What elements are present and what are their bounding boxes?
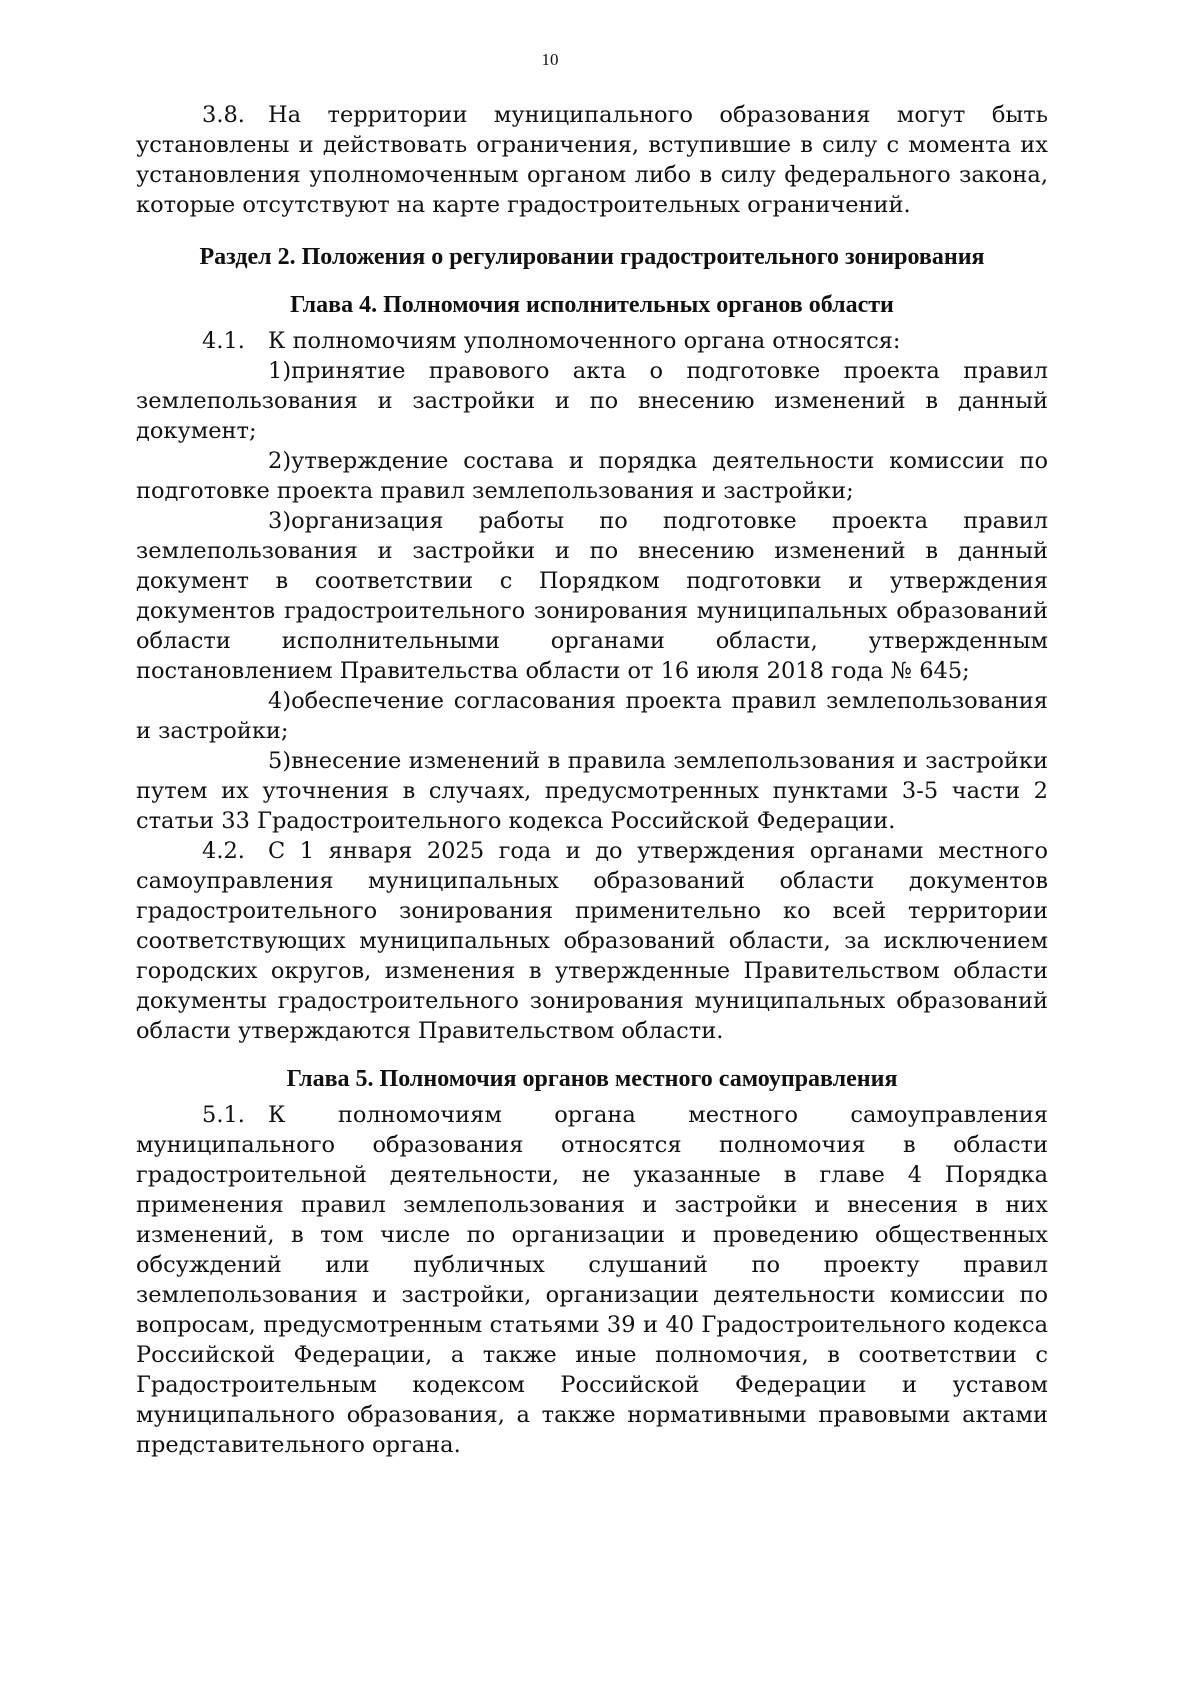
list-item-text: обеспечение согласования проекта правил землепользования и застройки; — [136, 688, 1048, 744]
paragraph-text: К полномочиям уполномоченного органа относятся: — [268, 328, 901, 354]
paragraph-number: 4.2. — [202, 838, 245, 864]
paragraph-number: 3.8. — [202, 102, 245, 128]
section-heading: Раздел 2. Положения о регулировании градостроительного зонирования — [199, 244, 985, 270]
paragraph-text: К полномочиям органа местного самоуправления муниципального образования относятся полномочия в области градостроительной деятельности, не указанные в главе 4 Порядка применения правил землепользования и застройки и внесения в них изменений, в том числе по организации и проведению общественных обсуждений или публичных слушаний по проекту правил землепользования и застройки, организации деятельности комиссии по вопросам, предусмотренным статьями 39 и 40 Градостроительного кодекса Российской Федерации, а также иные полномочия, в соответствии с Градостроительным кодексом Российской Федерации и уставом муниципального образования, а также нормативными правовыми актами представительного органа. — [136, 1102, 1048, 1458]
paragraph-number: 4.1. — [202, 328, 245, 354]
paragraph-text: С 1 января 2025 года и до утверждения органами местного самоуправления муниципальных образований области документов градостроительного зонирования применительно ко всей территории соответствующих муниципальных образований области, за исключением городских округов, изменения в утвержденные Правительством области документы градостроительного зонирования муниципальных образований области утверждаются Правительством области. — [136, 838, 1048, 1044]
paragraph-3-8 — [136, 100, 1048, 220]
list-item-number: 5) — [268, 748, 292, 774]
list-item-1 — [136, 356, 1048, 446]
list-item-number: 3) — [268, 508, 292, 534]
chapter-5-heading: Глава 5. Полномочия органов местного самоуправления — [286, 1066, 898, 1092]
list-item-text: внесение изменений в правила землепользования и застройки путем их уточнения в случаях, предусмотренных пунктами 3-5 части 2 статьи 33 Градостроительного кодекса Российской Федерации. — [136, 748, 1048, 834]
paragraph-5-1 — [136, 1100, 1048, 1460]
list-item-number: 2) — [268, 448, 292, 474]
list-item-2 — [136, 446, 1048, 506]
list-item-number: 4) — [268, 688, 292, 714]
list-item-3 — [136, 506, 1048, 686]
document-body — [136, 100, 1048, 1460]
paragraph-number: 5.1. — [202, 1102, 245, 1128]
list-item-5 — [136, 746, 1048, 836]
chapter-4-heading: Глава 4. Полномочия исполнительных органов области — [290, 292, 894, 318]
list-item-text: организация работы по подготовке проекта правил землепользования и застройки и по внесению изменений в данный документ в соответствии с Порядком подготовки и утверждения документов градостроительного зонирования муниципальных образований области исполнительными органами области, утвержденным постановлением Правительства области от 16 июля 2018 года № 645; — [136, 508, 1048, 684]
paragraph-text: На территории муниципального образования могут быть установлены и действовать ограничения, вступившие в силу с момента их установления уполномоченным органом либо в силу федерального закона, которые отсутствуют на карте градостроительных ограничений. — [136, 102, 1048, 218]
paragraph-4-2 — [136, 836, 1048, 1046]
page-number: 10 — [541, 50, 559, 69]
list-item-number: 1) — [268, 358, 292, 384]
list-item-text: принятие правового акта о подготовке проекта правил землепользования и застройки и по внесению изменений в данный документ; — [136, 358, 1048, 444]
paragraph-4-1 — [136, 326, 1048, 356]
list-item-4 — [136, 686, 1048, 746]
list-item-text: утверждение состава и порядка деятельности комиссии по подготовке проекта правил землепользования и застройки; — [136, 448, 1048, 504]
